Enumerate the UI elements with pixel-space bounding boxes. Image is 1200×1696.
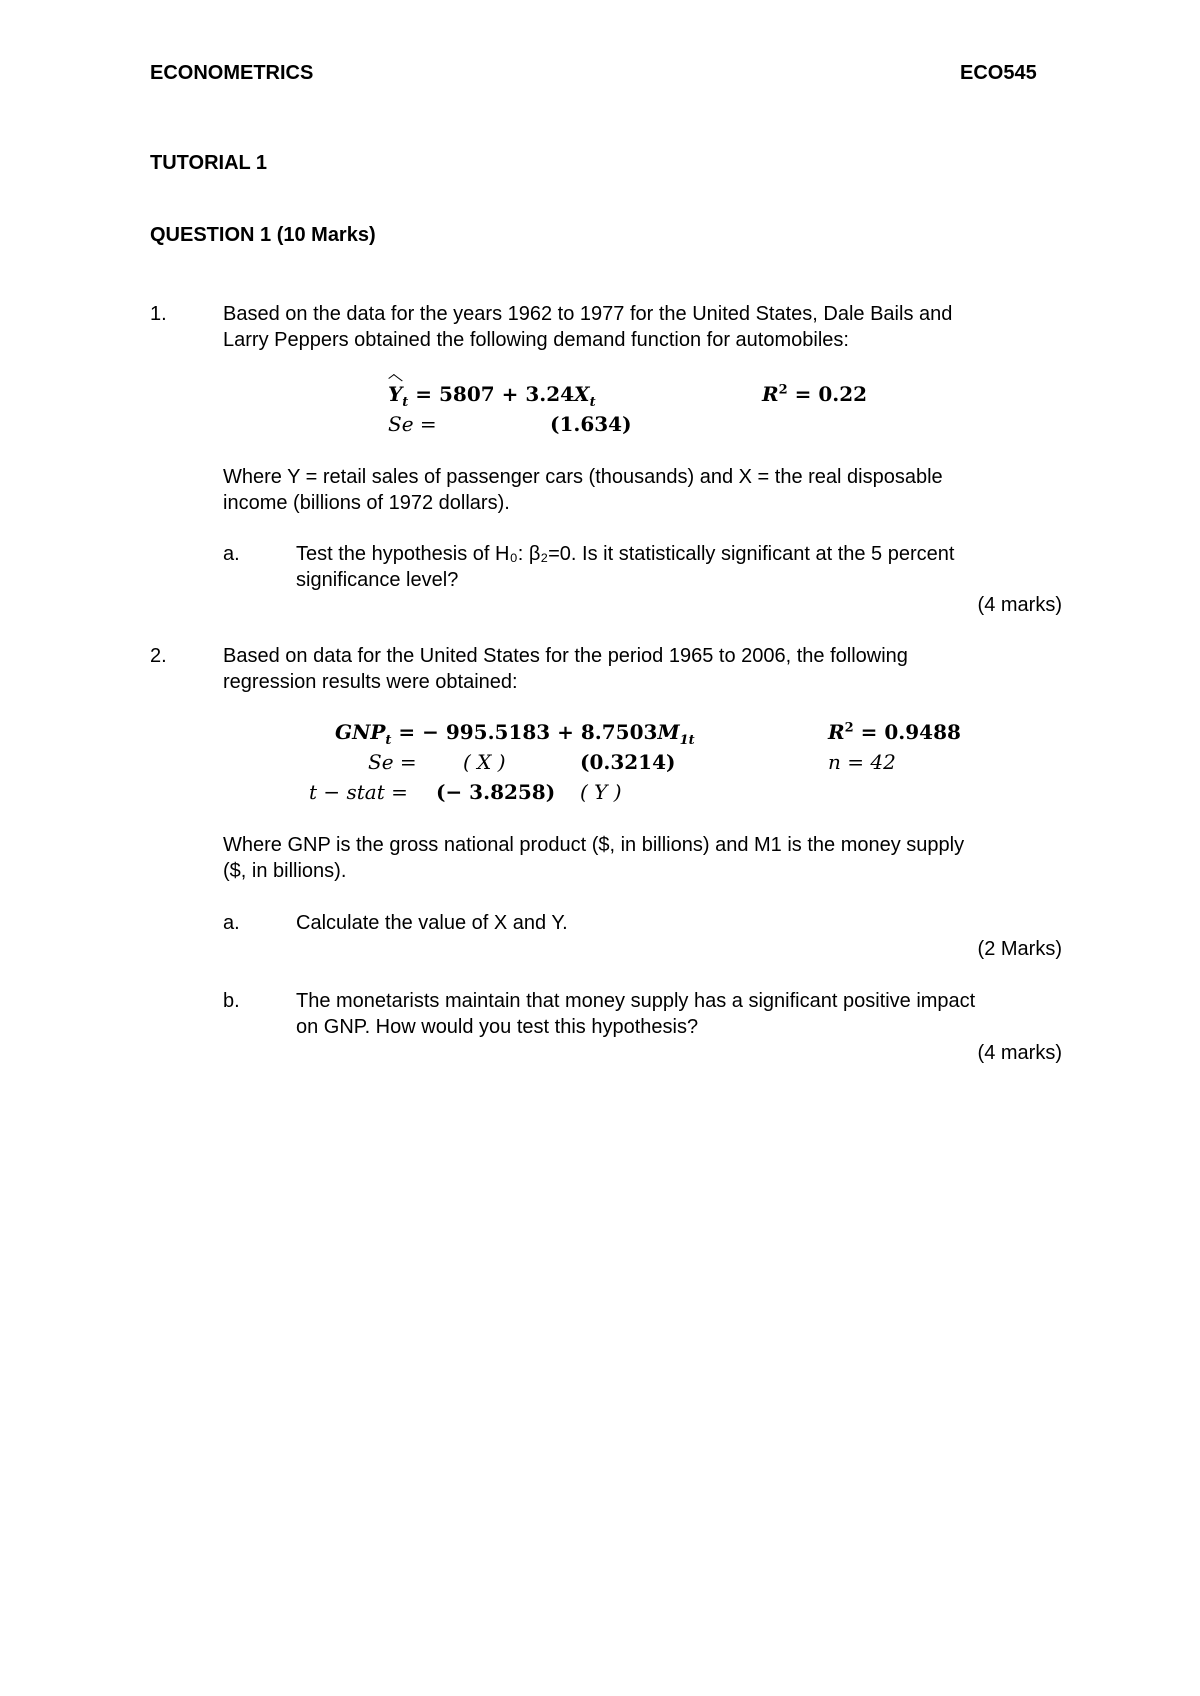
q2-where-line1: Where GNP is the gross national product ($, in billions) and M1 is the money supply <box>223 834 965 856</box>
q2-t-label: t − stat = <box>309 780 408 804</box>
q2-n-label: n = 42 <box>828 750 896 774</box>
q2-eq-gnp-sub: t <box>385 733 392 748</box>
q2-t-value: (− 3.8258) <box>436 780 556 804</box>
q2-r2-sup: 2 <box>844 720 854 736</box>
q1-se-label: Se = <box>388 412 437 436</box>
q2-t-y: ( Y ) <box>580 780 622 804</box>
q2-part-b-marks: (4 marks) <box>977 1042 1062 1064</box>
course-code: ECO545 <box>960 62 1037 84</box>
q1-number: 1. <box>150 303 167 325</box>
q2-part-a-text: Calculate the value of X and Y. <box>296 912 568 934</box>
q2-part-a-label: a. <box>223 912 240 934</box>
q2-se-value: (0.3214) <box>580 750 676 774</box>
q2-eq-rhs: = − 995.5183 + 8.7503 <box>398 720 658 744</box>
q1-text-line1: Based on the data for the years 1962 to 1977 for the United States, Dale Bails and <box>223 303 953 325</box>
q2-part-b-label: b. <box>223 990 240 1012</box>
q2-where-line2: ($, in billions). <box>223 860 347 882</box>
q1-where-line1: Where Y = retail sales of passenger cars (thousands) and X = the real disposable <box>223 466 943 488</box>
q2-se-x: ( X ) <box>463 750 506 774</box>
q1-equation <box>388 382 596 410</box>
tutorial-title: TUTORIAL 1 <box>150 152 268 174</box>
q2-part-b-line1: The monetarists maintain that money supply has a significant positive impact <box>296 990 976 1012</box>
q1-r2-label: R <box>762 382 779 406</box>
q2-eq-m-var: M <box>657 720 680 744</box>
q2-r2-label: R <box>828 720 845 744</box>
q1-text-line2: Larry Peppers obtained the following demand function for automobiles: <box>223 329 849 351</box>
q1-r-squared <box>762 382 867 406</box>
q2-equation <box>335 720 695 748</box>
q2-eq-m-sub: 1t <box>679 733 695 748</box>
q2-text-line2: regression results were obtained: <box>223 671 518 693</box>
q2-r-squared <box>828 720 961 744</box>
q1-r2-sup: 2 <box>778 382 788 398</box>
q1-eq-lhs-sub: t <box>402 395 409 410</box>
q1-part-a-marks: (4 marks) <box>977 594 1062 616</box>
course-title: ECONOMETRICS <box>150 62 314 84</box>
q2-r2-value: = 0.9488 <box>860 720 961 744</box>
q1-eq-rhs-sub: t <box>589 395 596 410</box>
q1-part-a-label: a. <box>223 543 240 565</box>
q1-eq-lhs-var: Y <box>388 382 403 406</box>
q2-eq-gnp-label: GNP <box>335 720 386 744</box>
q1-r2-value: = 0.22 <box>794 382 868 406</box>
q2-se-label: Se = <box>368 750 417 774</box>
q2-text-line1: Based on data for the United States for the period 1965 to 2006, the following <box>223 645 908 667</box>
q2-part-a-marks: (2 Marks) <box>977 938 1062 960</box>
q1-part-a-line2: significance level? <box>296 569 459 591</box>
q1-part-a-line1: Test the hypothesis of H₀: β₂=0. Is it statistically significant at the 5 percent <box>296 543 955 565</box>
q1-eq-rhs: = 5807 + 3.24 <box>415 382 575 406</box>
question-title: QUESTION 1 (10 Marks) <box>150 224 376 246</box>
q1-where-line2: income (billions of 1972 dollars). <box>223 492 510 514</box>
q1-se-value: (1.634) <box>550 412 632 436</box>
q2-number: 2. <box>150 645 167 667</box>
q2-part-b-line2: on GNP. How would you test this hypothesis? <box>296 1016 699 1038</box>
q1-eq-rhs-var: X <box>574 382 590 406</box>
